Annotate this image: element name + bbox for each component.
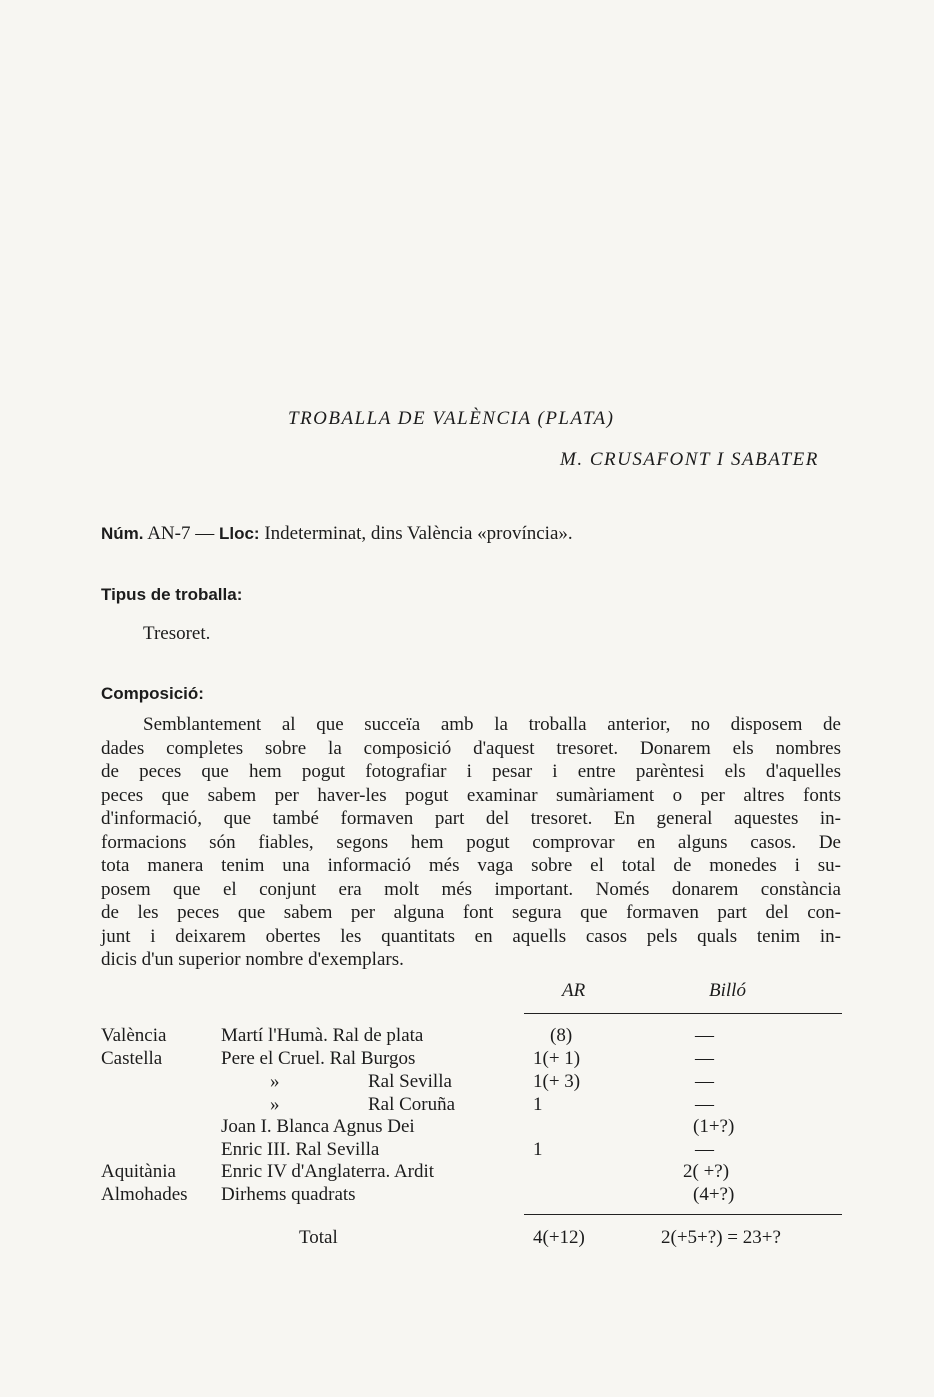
catalog-number-line [101, 523, 573, 545]
table-row [0, 1048, 934, 1070]
row-description: Dirhems quadrats [221, 1184, 356, 1205]
ditto-mark: » [270, 1094, 280, 1115]
paragraph-line: de les peces que sabem per alguna font segura que formaven part del con- [101, 902, 841, 923]
paragraph-line: peces que sabem per haver-les pogut examinar sumàriament o per altres fonts [101, 784, 841, 806]
table-bottom-rule [524, 1214, 842, 1215]
row-billo-value: — [695, 1094, 714, 1115]
article-title: TROBALLA DE VALÈNCIA (PLATA) [288, 408, 615, 429]
row-ar-value: 1(+ 3) [533, 1071, 581, 1092]
tipus-heading: Tipus de troballa: [101, 585, 243, 604]
table-top-rule [524, 1013, 842, 1014]
row-region: Castella [101, 1048, 163, 1069]
lloc-label: Lloc: [218, 524, 260, 543]
ditto-mark: » [270, 1071, 280, 1092]
num-label: Núm. [101, 524, 144, 543]
row-description: Ral Sevilla [368, 1071, 452, 1092]
paragraph-line: tota manera tenim una informació més vaga sobre el total de monedes i su- [101, 855, 841, 876]
paragraph-line: Semblantement al que succeïa amb la troballa anterior, no disposem de [143, 714, 841, 735]
table-row [0, 1139, 934, 1161]
row-ar-value: 1 [533, 1139, 543, 1160]
table-row [0, 1071, 934, 1093]
num-value: AN-7 — [147, 523, 215, 544]
table-row [0, 1025, 934, 1047]
total-billo-value: 2(+5+?) = 23+? [661, 1227, 781, 1248]
row-description: Joan I. Blanca Agnus Dei [221, 1116, 415, 1137]
row-ar-value: 1 [533, 1094, 543, 1115]
paragraph-line: posem que el conjunt era molt més important. Només donarem constància [101, 878, 841, 900]
table-row [0, 1116, 934, 1138]
row-billo-value: (4+?) [693, 1184, 735, 1205]
column-header-ar: AR [562, 980, 586, 1001]
row-region: Almohades [101, 1184, 188, 1205]
paragraph-line: junt i deixarem obertes les quantitats en aquells casos pels quals tenim in- [101, 925, 841, 947]
tipus-value: Tresoret. [143, 623, 211, 644]
row-billo-value: 2( +?) [683, 1161, 730, 1182]
lloc-value: Indeterminat, dins València «província». [264, 523, 573, 544]
row-billo-value: — [695, 1048, 714, 1069]
row-ar-value: 1(+ 1) [533, 1048, 581, 1069]
row-region: Aquitània [101, 1161, 176, 1182]
row-region: València [101, 1025, 167, 1046]
author-name: M. CRUSAFONT I SABATER [560, 449, 819, 470]
paragraph-line: dicis d'un superior nombre d'exemplars. [101, 949, 404, 970]
row-ar-value: (8) [550, 1025, 573, 1046]
table-row [0, 1094, 934, 1116]
row-description: Pere el Cruel. Ral Burgos [221, 1048, 416, 1069]
row-description: Martí l'Humà. Ral de plata [221, 1025, 424, 1046]
row-description: Ral Coruña [368, 1094, 456, 1115]
paragraph-line: dades completes sobre la composició d'aquest tresoret. Donarem els nombres [101, 737, 841, 759]
table-row [0, 1161, 934, 1183]
row-billo-value: — [695, 1025, 714, 1046]
row-billo-value: (1+?) [693, 1116, 735, 1137]
column-header-billo: Billó [709, 980, 746, 1001]
row-billo-value: — [695, 1139, 714, 1160]
paragraph-line: formacions són fiables, segons hem pogut comprovar en alguns casos. De [101, 831, 841, 853]
row-description: Enric IV d'Anglaterra. Ardit [221, 1161, 435, 1182]
total-ar-value: 4(+12) [533, 1227, 585, 1248]
composicio-paragraph [101, 713, 841, 972]
paragraph-line: de peces que hem pogut fotografiar i pesar i entre parèntesi els d'aquelles [101, 761, 841, 782]
paragraph-line: d'informació, que també formaven part del tresoret. En general aquestes in- [101, 808, 841, 829]
table-row [0, 1184, 934, 1206]
total-label: Total [299, 1227, 338, 1248]
row-description: Enric III. Ral Sevilla [221, 1139, 380, 1160]
composicio-heading: Composició: [101, 684, 204, 703]
row-billo-value: — [695, 1071, 714, 1092]
